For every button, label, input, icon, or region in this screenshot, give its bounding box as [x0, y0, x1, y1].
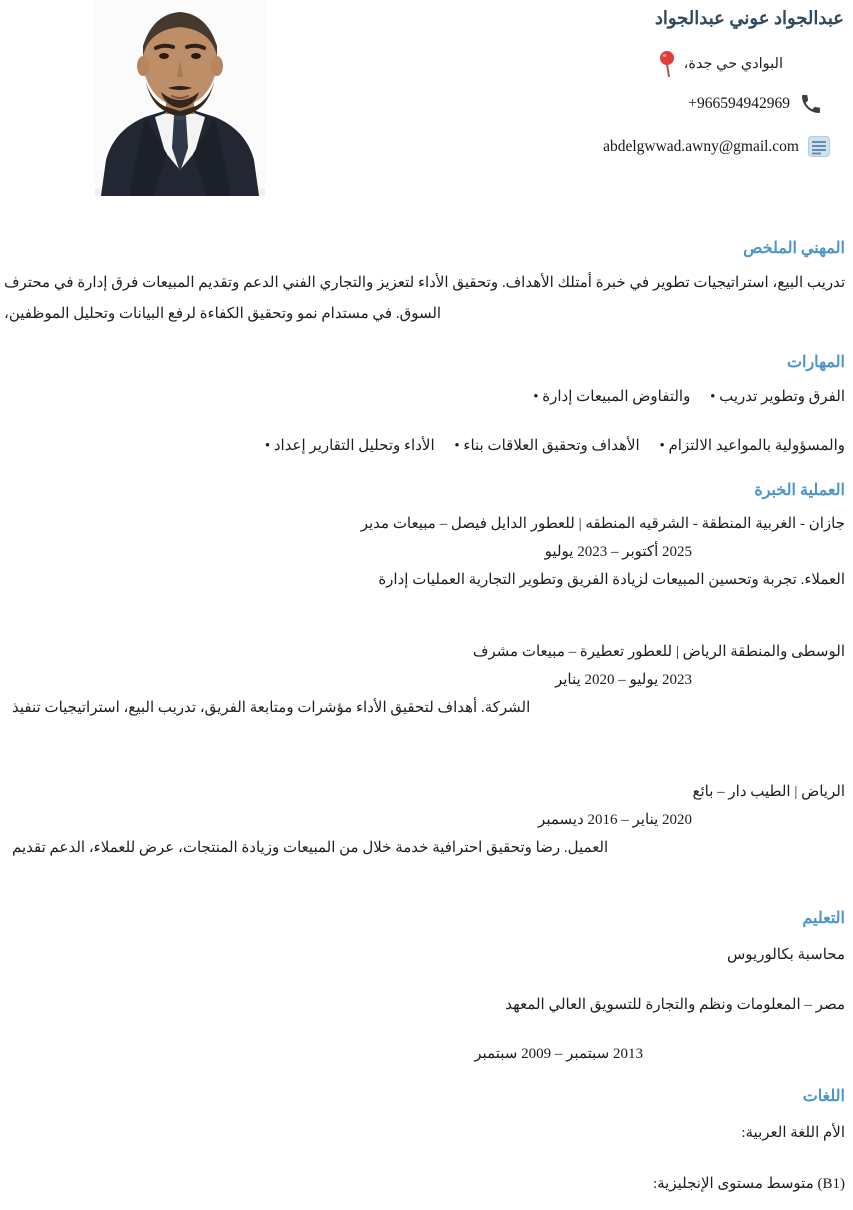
job-description: تنفيذ استراتيجيات البيع، تدريب الفريق، ومتابعة مؤشرات الأداء لتحقيق أهداف الشركة.	[12, 700, 531, 716]
profile-photo	[95, 0, 265, 196]
summary-text: محترف في إدارة فرق المبيعات وتقديم الدعم الفني والتجاري لتعزيز الأداء وتحقيق الأهداف. أمتلك خبرة في تطوير استراتيجيات البيع، تدريب الموظفين، وتحليل البيانات لرفع الكفاءة وتحقيق نمو مستدام في السوق.	[4, 275, 846, 322]
education-degree: بكالوريوس محاسبة	[726, 947, 845, 963]
email-line	[603, 136, 830, 157]
section-title-languages: اللغات	[802, 1088, 845, 1105]
skills-row	[4, 383, 845, 411]
skill-item: • إعداد التقارير وتحليل الأداء	[265, 432, 435, 460]
job-description: تقديم الدعم للعملاء، عرض المنتجات، وزيادة المبيعات من خلال خدمة احترافية وتحقيق رضا العميل.	[12, 840, 609, 856]
education-dates: سبتمبر 2009 – سبتمبر 2013	[474, 1046, 643, 1062]
job-dates: يوليو 2023 – أكتوبر 2025	[544, 544, 692, 560]
job-title: بائع – دار الطيب | الرياض	[692, 784, 845, 800]
person-name	[655, 8, 844, 29]
phone-icon	[799, 92, 823, 116]
job-dates: ديسمبر 2016 – يناير 2020	[538, 812, 692, 828]
language-item-arabic: العربية: اللغة الأم	[741, 1125, 845, 1141]
job-block	[4, 638, 845, 722]
section-title-summary: الملخص المهني	[743, 240, 845, 257]
job-block	[4, 510, 845, 594]
education-school: المعهد العالي للتسويق والتجارة ونظم المعلومات – مصر	[505, 997, 845, 1013]
skills-row	[4, 432, 845, 460]
job-title: مشرف مبيعات – تعطيرة للعطور | الرياض والمنطقة الوسطى	[472, 644, 845, 660]
skill-item: • الالتزام بالمواعيد والمسؤولية	[659, 432, 845, 460]
profile-photo-image	[95, 0, 265, 196]
job-dates: يناير 2020 – يوليو 2023	[554, 672, 692, 688]
location-pin-icon	[659, 50, 675, 78]
job-block	[4, 778, 845, 862]
person-name-text: عبدالجواد عوني عبدالجواد	[654, 8, 844, 28]
phone-line	[688, 92, 823, 116]
job-description: إدارة العمليات التجارية وتطوير الفريق لزيادة المبيعات وتحسين تجربة العملاء.	[378, 572, 845, 588]
skill-item: • إدارة المبيعات والتفاوض	[533, 383, 690, 411]
cv-body	[4, 238, 845, 1198]
language-item-english: الإنجليزية: مستوى متوسط (B1)	[652, 1176, 845, 1192]
section-title-skills: المهارات	[786, 354, 845, 371]
section-title-experience: الخبرة العملية	[754, 482, 845, 499]
email-icon	[808, 136, 830, 157]
email-text: abdelgwwad.awny@gmail.com	[603, 137, 799, 155]
skill-item: • بناء العلاقات وتحقيق الأهداف	[454, 432, 639, 460]
skill-item: • تدريب وتطوير الفرق	[710, 383, 845, 411]
location-line	[659, 50, 783, 78]
job-title: مدير مبيعات – فيصل الدايل للعطور | المنطقه الشرقيه - المنطقة الغربية - جازان	[360, 516, 845, 532]
location-text: جدة، حي البوادي	[683, 55, 783, 72]
phone-number: +966594942969	[688, 95, 790, 112]
section-title-education: التعليم	[802, 910, 845, 927]
